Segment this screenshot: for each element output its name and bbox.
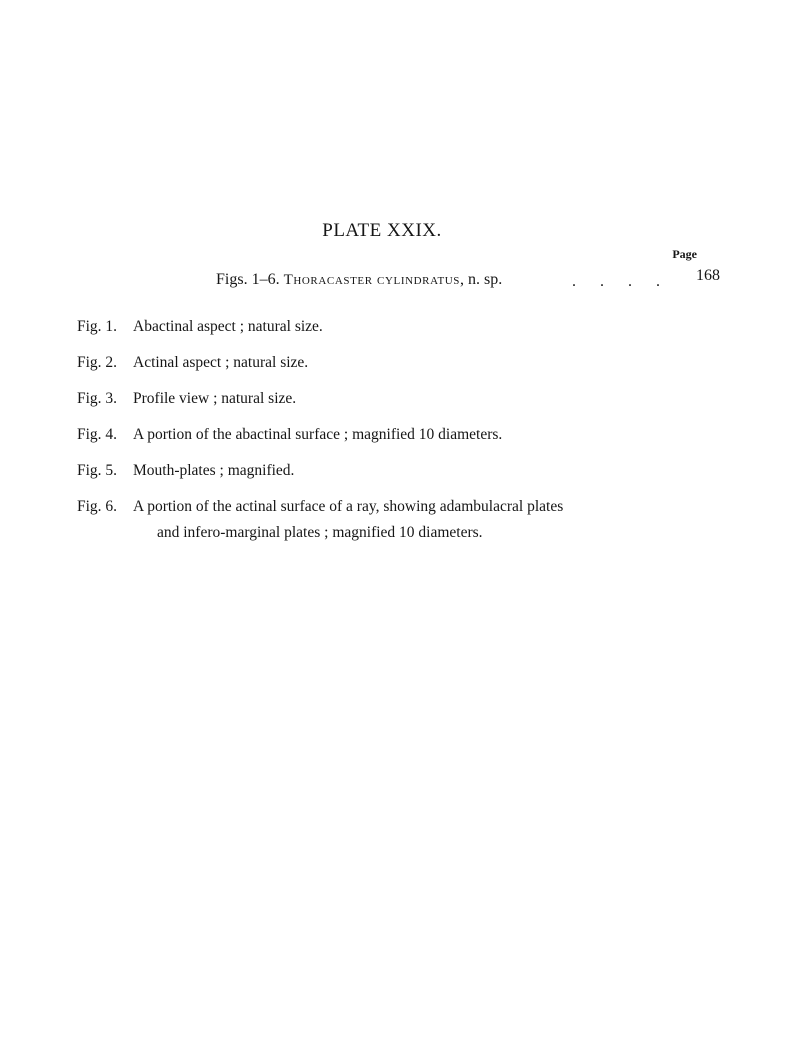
figure-description [133,494,663,546]
figure-item [77,458,677,484]
figure-description: Abactinal aspect ; natural size. [133,318,323,335]
figs-range: Figs. 1–6. [216,271,280,288]
plate-title: PLATE XXIX. [322,220,442,241]
figure-item [77,494,677,546]
figure-item [77,386,677,412]
figure-description-continuation: and infero-marginal plates ; magnified 10 diameters. [157,524,483,541]
figure-description-line: A portion of the actinal surface of a ray, showing adambulacral plates [133,498,564,515]
figure-item [77,314,677,340]
figure-number: Fig. 5. [77,462,118,479]
species-suffix: , n. sp. [460,271,503,288]
figure-description: Mouth-plates ; magnified. [133,462,295,479]
figure-number: Fig. 3. [77,390,118,407]
figure-number: Fig. 2. [77,354,118,371]
figure-number: Fig. 6. [77,498,118,515]
figure-description: A portion of the abactinal surface ; magnified 10 diameters. [133,426,503,443]
figure-item [77,350,677,376]
figure-number: Fig. 4. [77,426,118,443]
figure-description: Profile view ; natural size. [133,390,297,407]
figure-description: Actinal aspect ; natural size. [133,354,309,371]
figure-summary [216,267,720,295]
figure-number: Fig. 1. [77,318,118,335]
page-column-label: Page [672,247,697,261]
figure-list [77,314,677,556]
leader-dots: . . . . [572,273,670,290]
figure-item [77,422,677,448]
page-number: 168 [696,267,720,284]
species-name: Thoracaster cylindratus [283,272,461,288]
